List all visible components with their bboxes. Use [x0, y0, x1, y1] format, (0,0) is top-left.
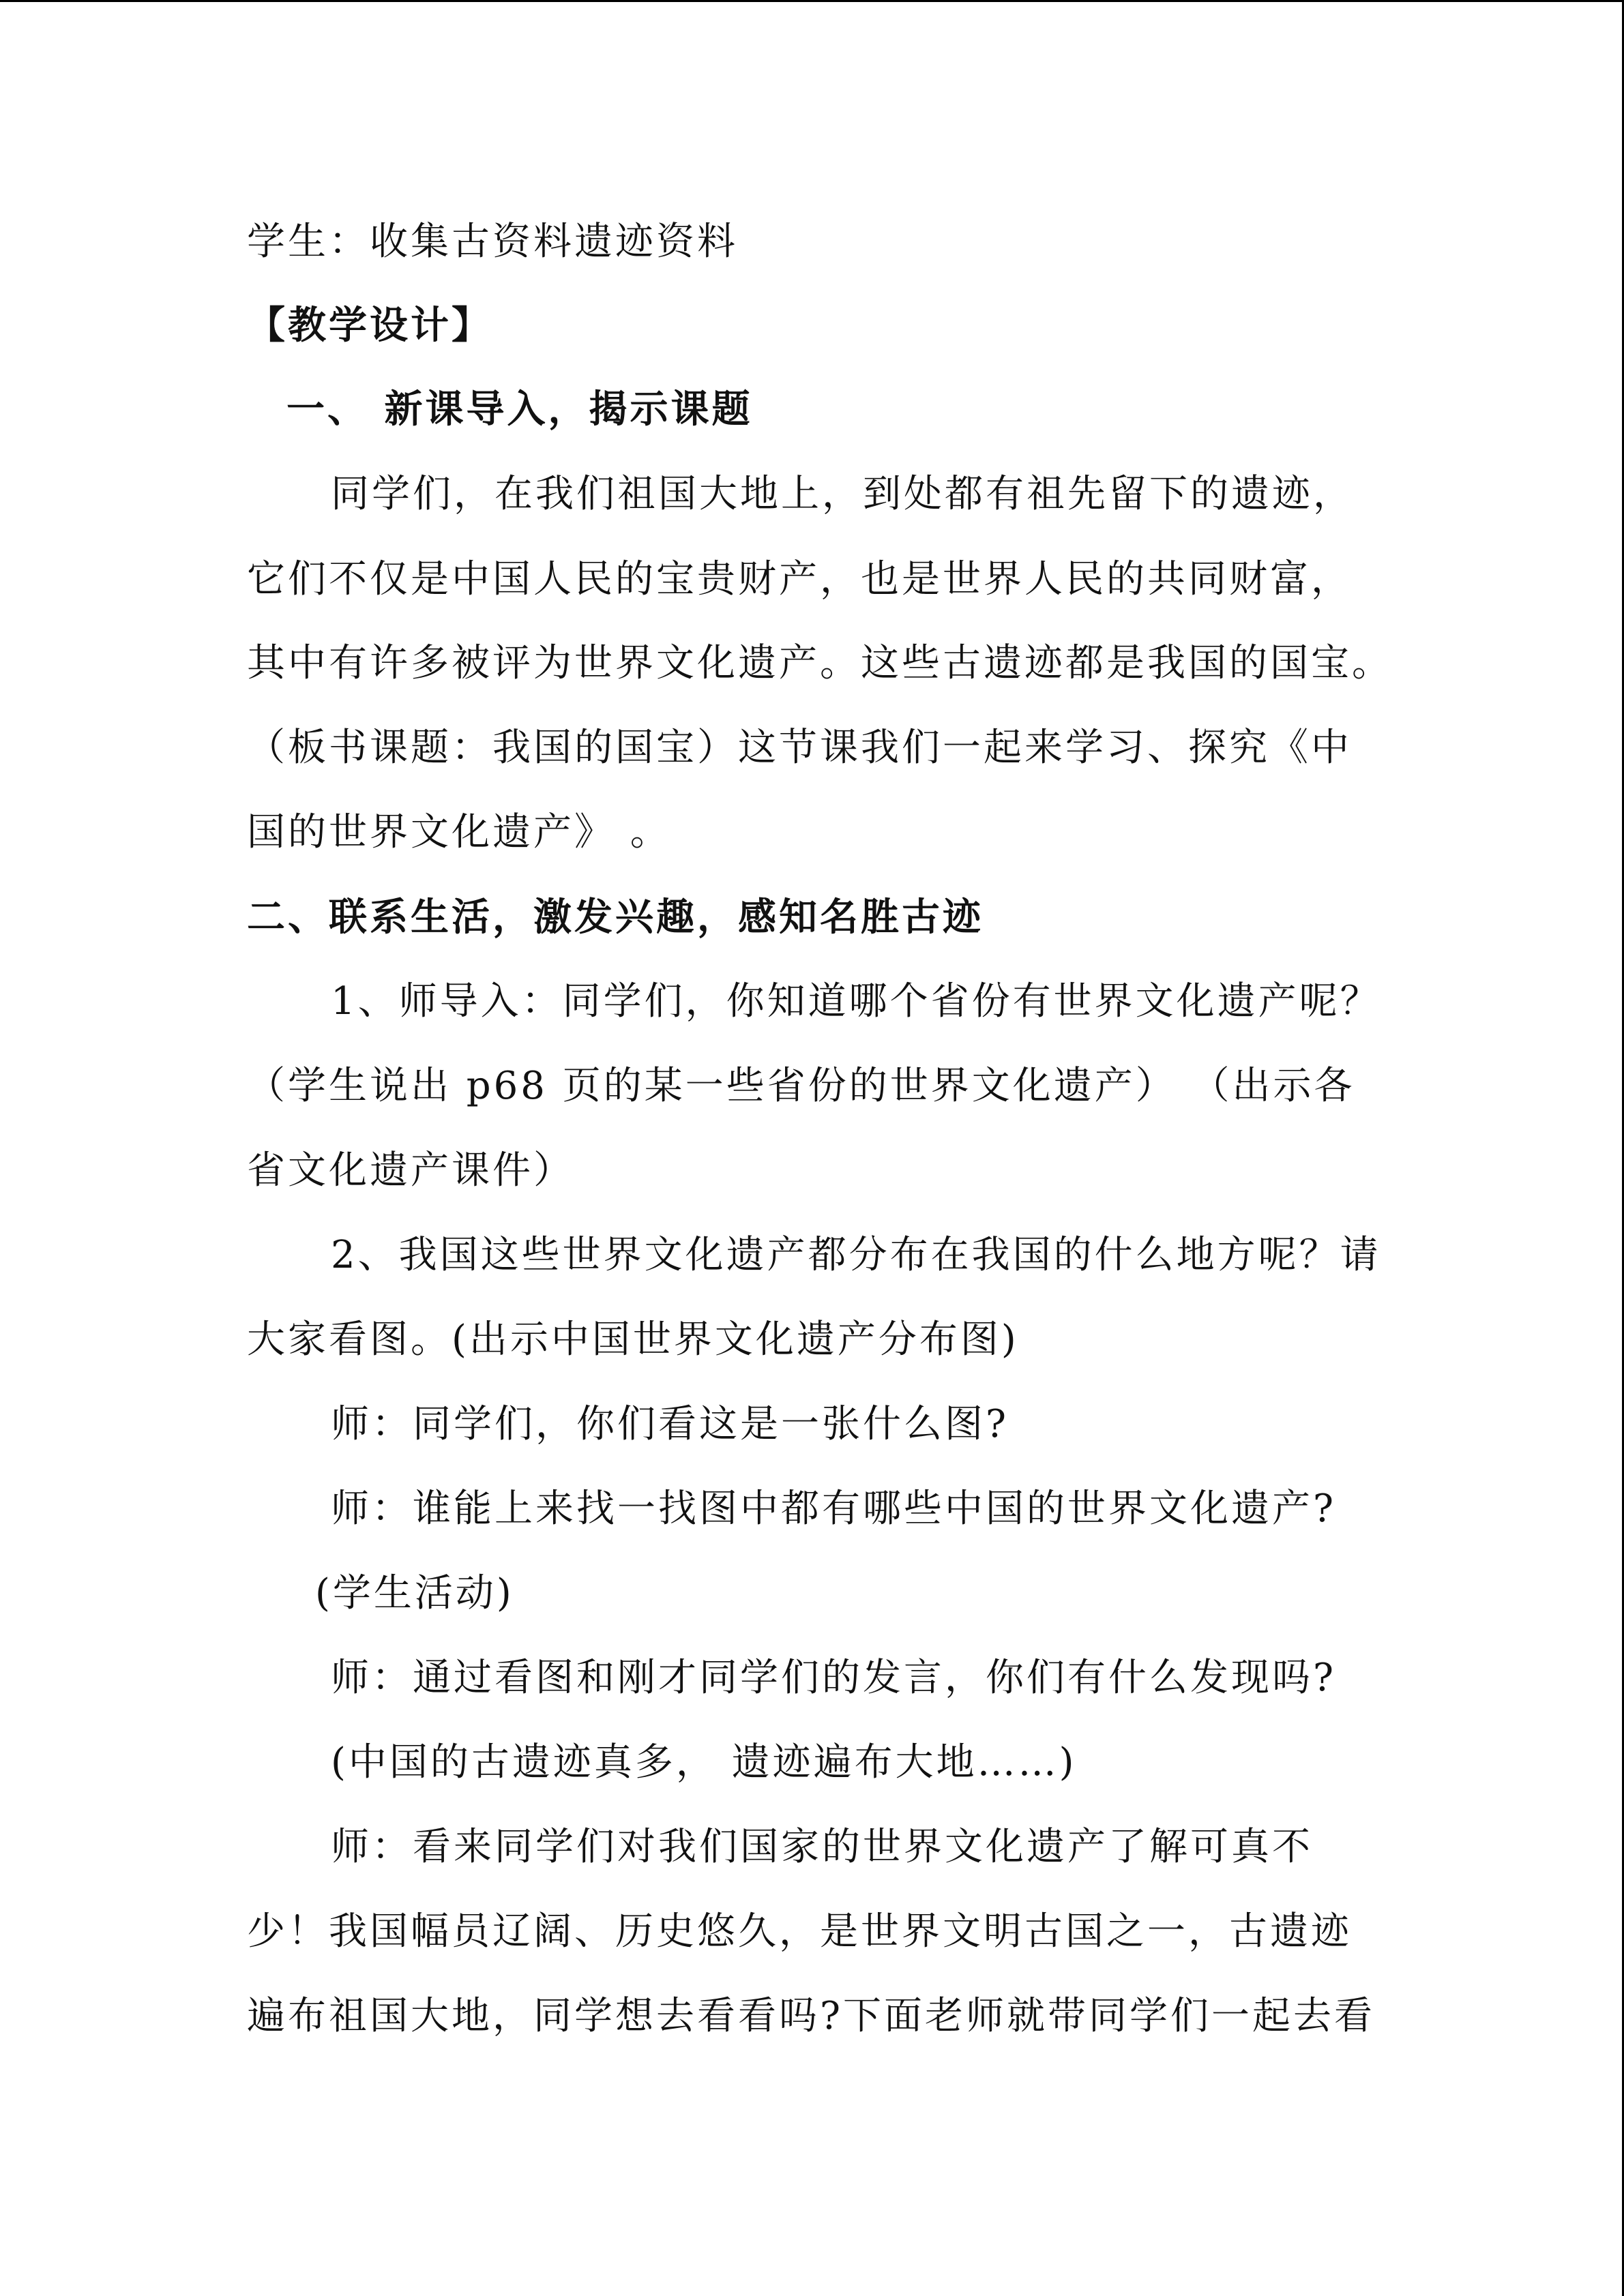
paragraph-line: 国的世界文化遗产》 。 [247, 810, 671, 854]
text-line-materials: 学生：收集古资料遗迹资料 [247, 220, 738, 264]
paragraph-line: 2、我国这些世界文化遗产都分布在我国的什么地方呢？请 [331, 1233, 1381, 1277]
paragraph-line: （板书课题：我国的国宝）这节课我们一起来学习、探究《中 [247, 726, 1352, 770]
section-heading-1: 一、 新课导入，揭示课题 [286, 387, 753, 432]
paragraph-line: （学生说出 p68 页的某一些省份的世界文化遗产） （出示各 [247, 1064, 1355, 1108]
paragraph-line: 少！我国幅员辽阔、历史悠久，是世界文明古国之一，古遗迹 [247, 1909, 1352, 1954]
section-heading-2: 二、联系生活，激发兴趣，感知名胜古迹 [247, 895, 984, 940]
response-note: (中国的古遗迹真多， 遗迹遍布大地……) [331, 1740, 1077, 1785]
paragraph-line: 省文化遗产课件） [247, 1148, 574, 1193]
dialogue-line: 师：通过看图和刚才同学们的发言，你们有什么发现吗? [331, 1656, 1337, 1700]
section-heading-teaching-design: 【教学设计】 [247, 303, 492, 348]
paragraph-line: 1、师导入：同学们，你知道哪个省份有世界文化遗产呢？ [331, 979, 1381, 1024]
paragraph-line: 同学们，在我们祖国大地上，到处都有祖先留下的遗迹， [331, 472, 1354, 516]
dialogue-line: 师：同学们，你们看这是一张什么图? [331, 1402, 1009, 1446]
paragraph-line: 其中有许多被评为世界文化遗产。这些古遗迹都是我国的国宝。 [247, 641, 1393, 685]
paragraph-line: 遍布祖国大地，同学想去看看吗?下面老师就带同学们一起去看 [247, 1994, 1376, 2038]
paragraph-line: 它们不仅是中国人民的宝贵财产，也是世界人民的共同财富， [247, 557, 1352, 601]
dialogue-line: 师：谁能上来找一找图中都有哪些中国的世界文化遗产? [331, 1487, 1337, 1531]
paragraph-line: 大家看图。(出示中国世界文化遗产分布图) [247, 1317, 1019, 1362]
dialogue-line: 师：看来同学们对我们国家的世界文化遗产了解可真不 [331, 1825, 1313, 1869]
activity-note: (学生活动) [315, 1571, 514, 1615]
